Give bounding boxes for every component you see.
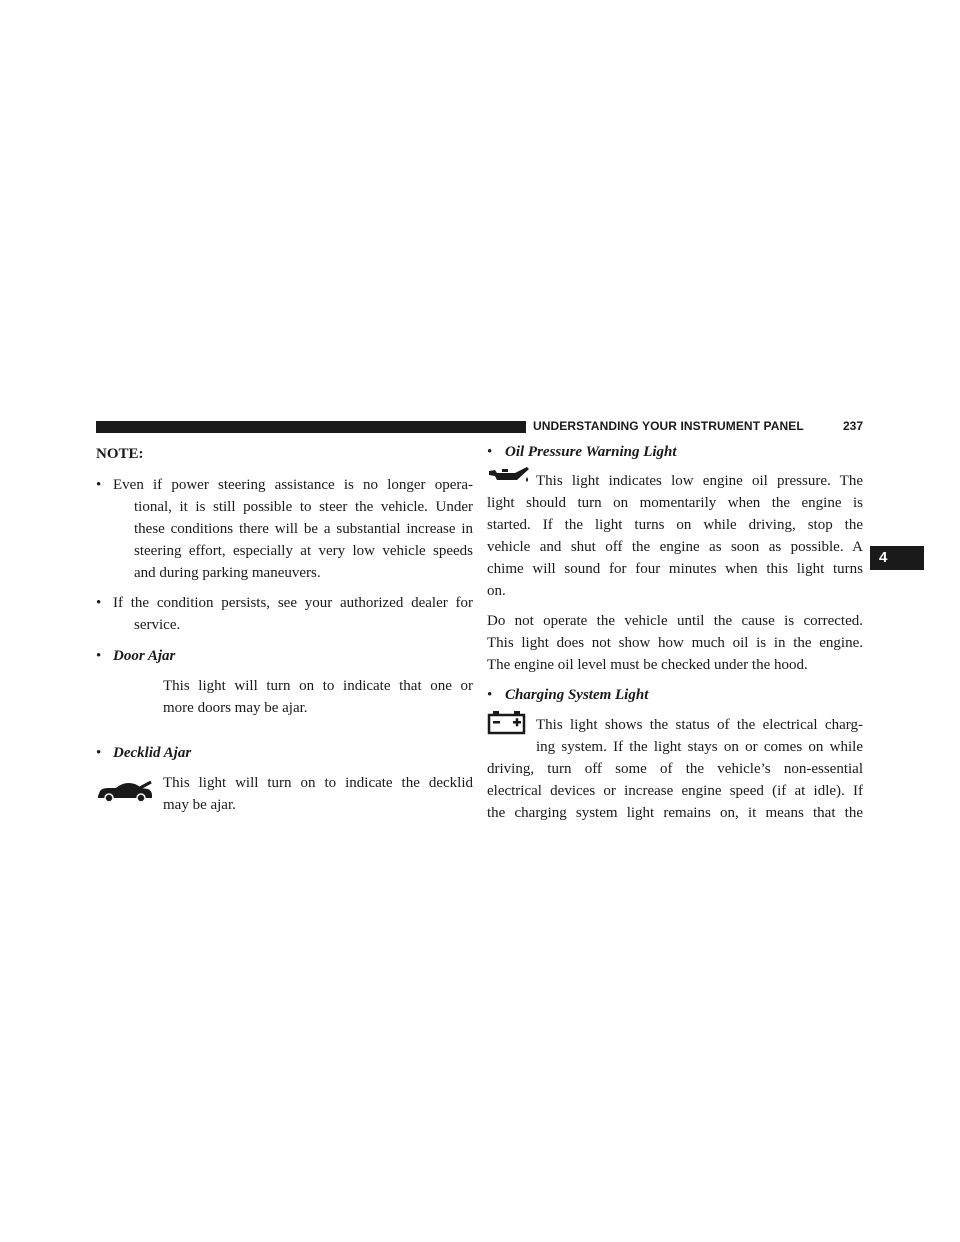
charging-system-title: Charging System Light [505, 687, 649, 703]
bullet: • [96, 477, 102, 493]
charging-system-line: This light shows the status of the electrical charg- [536, 717, 863, 733]
oil-pressure-p2-line: The engine oil level must be checked under the hood. [487, 657, 808, 673]
oil-pressure-line: chime will sound for four minutes when this light turns [487, 561, 863, 577]
oil-pressure-line: vehicle and shut off the engine as soon as possible. A [487, 539, 863, 555]
header-rule [96, 421, 526, 433]
oil-pressure-line: light should turn on momentarily when the engine is [487, 495, 863, 511]
decklid-ajar-line: This light will turn on to indicate the decklid [163, 775, 473, 791]
decklid-ajar-line: may be ajar. [163, 797, 236, 813]
door-ajar-title: Door Ajar [113, 648, 176, 664]
note-heading: NOTE: [96, 446, 144, 462]
bullet2-line: service. [134, 617, 181, 633]
oil-pressure-title: Oil Pressure Warning Light [505, 444, 677, 460]
charging-system-line: driving, turn off some of the vehicle’s non-essential [487, 761, 863, 777]
bullet: • [96, 595, 102, 611]
oil-pressure-p2-line: Do not operate the vehicle until the cause is corrected. [487, 613, 863, 629]
page-number: 237 [843, 419, 864, 433]
oil-pressure-p2-line: This light does not show how much oil is in the engine. [487, 635, 863, 651]
battery-icon [487, 709, 527, 735]
charging-system-line: electrical devices or increase engine speed (if at idle). If [487, 783, 863, 799]
door-ajar-line: This light will turn on to indicate that one or [163, 678, 473, 694]
decklid-ajar-title: Decklid Ajar [113, 745, 192, 761]
section-title: UNDERSTANDING YOUR INSTRUMENT PANEL [533, 419, 804, 433]
bullet1-line: and during parking maneuvers. [134, 565, 321, 581]
oil-pressure-line: This light indicates low engine oil pressure. The [536, 473, 863, 489]
oil-pressure-line: on. [487, 583, 506, 599]
chapter-tab: 4 [870, 546, 924, 570]
decklid-ajar-icon [96, 780, 154, 804]
oil-can-icon [487, 465, 531, 487]
bullet1-line: steering effort, especially at very low vehicle speeds [134, 543, 473, 559]
bullet2-line: If the condition persists, see your authorized dealer for [113, 595, 473, 611]
bullet1-line: tional, it is still possible to steer the vehicle. Under [134, 499, 473, 515]
bullet: • [487, 687, 493, 703]
bullet: • [96, 648, 102, 664]
bullet: • [96, 745, 102, 761]
bullet1-line: these conditions there will be a substantial increase in [134, 521, 473, 537]
charging-system-line: the charging system light remains on, it means that the [487, 805, 863, 821]
charging-system-line: ing system. If the light stays on or comes on while [536, 739, 863, 755]
oil-pressure-line: started. If the light turns on while driving, stop the [487, 517, 863, 533]
bullet1-line: Even if power steering assistance is no longer opera- [113, 477, 473, 493]
bullet: • [487, 444, 493, 460]
door-ajar-line: more doors may be ajar. [163, 700, 308, 716]
